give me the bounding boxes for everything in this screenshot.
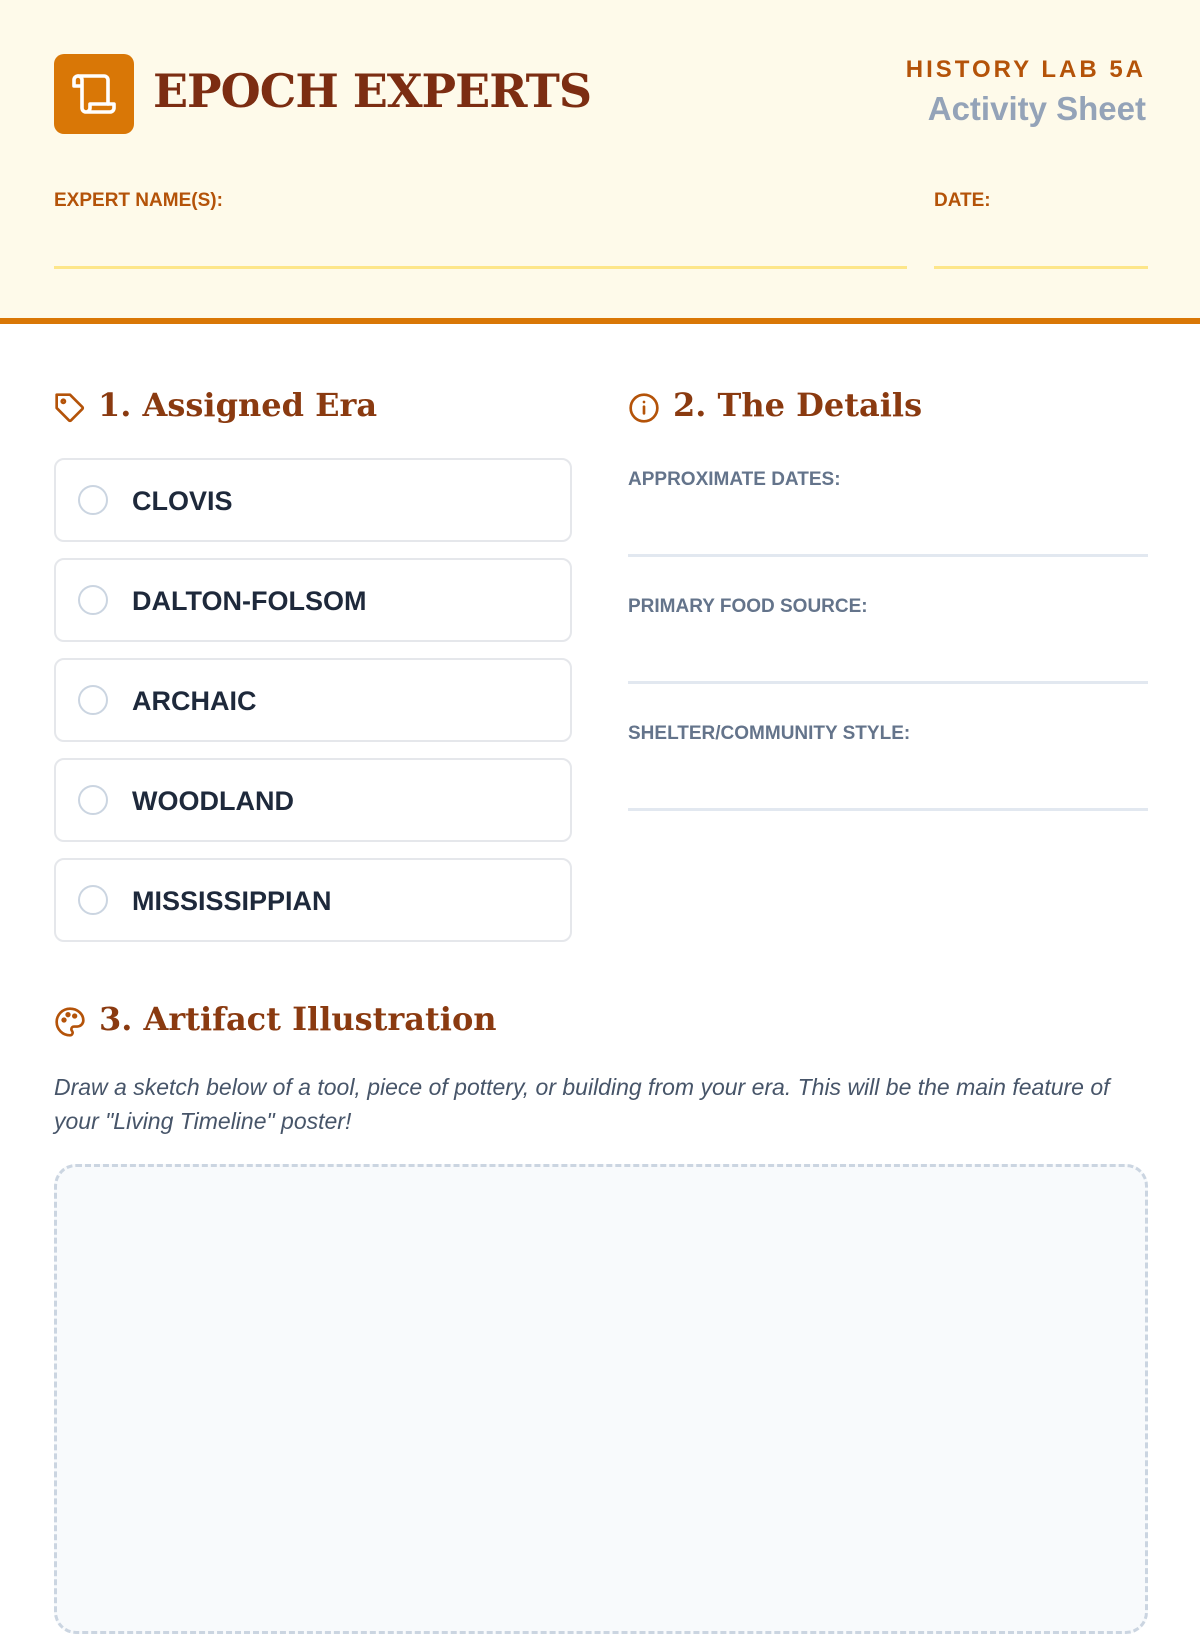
- brand-title: EPOCH EXPERTS: [153, 64, 592, 118]
- details-title: 2. The Details: [673, 386, 923, 424]
- era-option-dalton-folsom[interactable]: [54, 558, 572, 642]
- era-option-mississippian[interactable]: [54, 858, 572, 942]
- radio-button[interactable]: [78, 485, 108, 515]
- radio-button[interactable]: [78, 585, 108, 615]
- era-label: DALTON-FOLSOM: [132, 586, 367, 616]
- approximate-dates-field[interactable]: [628, 554, 1148, 557]
- sketch-area[interactable]: [54, 1164, 1148, 1634]
- shelter-community-style-label: SHELTER/COMMUNITY STYLE:: [628, 723, 911, 744]
- artifact-illustration-title: 3. Artifact Illustration: [99, 1000, 497, 1038]
- era-option-woodland[interactable]: [54, 758, 572, 842]
- era-label: WOODLAND: [132, 786, 294, 816]
- era-option-archaic[interactable]: [54, 658, 572, 742]
- expert-name-field[interactable]: [54, 266, 907, 269]
- primary-food-source-label: PRIMARY FOOD SOURCE:: [628, 596, 868, 617]
- course-code: HISTORY LAB 5A: [905, 56, 1146, 83]
- palette-icon: [54, 1006, 86, 1038]
- approximate-dates-label: APPROXIMATE DATES:: [628, 469, 841, 490]
- date-label: DATE:: [934, 190, 991, 211]
- radio-button[interactable]: [78, 685, 108, 715]
- info-icon: [628, 392, 660, 424]
- expert-name-label: EXPERT NAME(S):: [54, 190, 223, 211]
- assigned-era-title: 1. Assigned Era: [98, 386, 378, 424]
- tag-icon: [54, 392, 86, 424]
- radio-button[interactable]: [78, 885, 108, 915]
- era-label: MISSISSIPPIAN: [132, 886, 332, 916]
- primary-food-source-field[interactable]: [628, 681, 1148, 684]
- logo-badge: [54, 54, 134, 134]
- shelter-community-style-field[interactable]: [628, 808, 1148, 811]
- scroll-icon: [70, 70, 118, 118]
- illustration-instructions: Draw a sketch below of a tool, piece of pottery, or building from your era. This will be the main feature of your "Living Timeline" poster!: [54, 1074, 1110, 1134]
- date-field[interactable]: [934, 266, 1148, 269]
- sheet-type: Activity Sheet: [927, 90, 1146, 127]
- era-label: CLOVIS: [132, 486, 233, 516]
- era-label: ARCHAIC: [132, 686, 257, 716]
- worksheet-header: [0, 0, 1200, 324]
- era-option-clovis[interactable]: [54, 458, 572, 542]
- radio-button[interactable]: [78, 785, 108, 815]
